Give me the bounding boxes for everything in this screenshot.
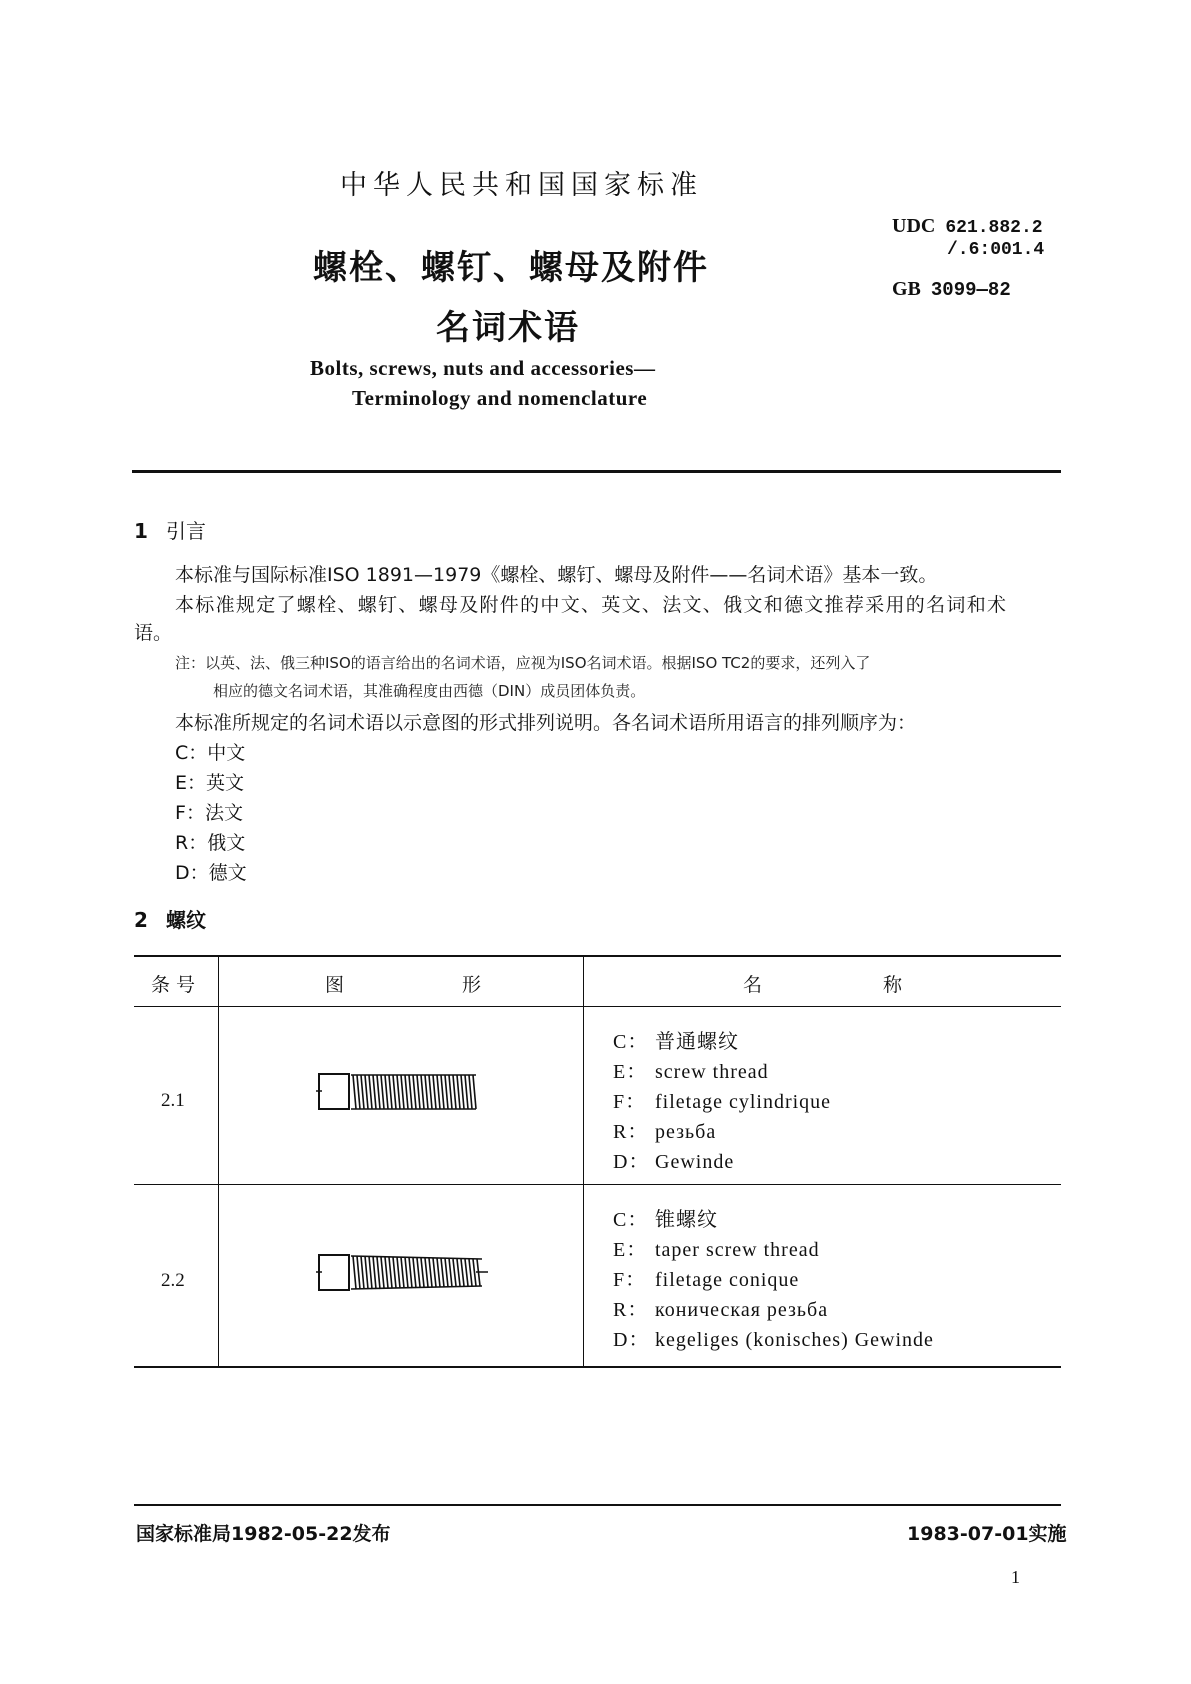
term-language-code: R： [613, 1121, 649, 1143]
col-header-name-b: 称 [883, 974, 903, 996]
term-text: резьба [655, 1121, 717, 1143]
section2-heading [134, 904, 206, 933]
term-name [613, 1055, 769, 1084]
udc-number-cont: /.6:001.4 [947, 240, 1045, 260]
term-language-code: C： [613, 1031, 649, 1053]
col-header-name-a: 名 [743, 974, 763, 996]
language-name: 中文 [207, 742, 246, 764]
term-language-code: D： [613, 1151, 650, 1173]
gb-number: 3099—82 [930, 279, 1011, 301]
language-item: F：法文 [175, 802, 243, 824]
udc-label: UDC [892, 215, 936, 237]
term-name [613, 1203, 718, 1232]
effective-date: 1983-07-01实施 [907, 1523, 1067, 1545]
udc-code [892, 215, 1043, 238]
term-text: 锥螺纹 [655, 1209, 718, 1231]
language-item: R：俄文 [175, 832, 246, 854]
term-text: filetage conique [655, 1269, 800, 1291]
term-name [613, 1145, 734, 1174]
section2-title: 螺纹 [166, 908, 206, 932]
section1-para1: 本标准与国际标准ISO 1891—1979《螺栓、螺钉、螺母及附件——名词术语》基本一致。 [175, 564, 938, 586]
term-language-code: F： [613, 1091, 647, 1113]
term-name [613, 1085, 831, 1114]
table-header-rule [134, 1006, 1061, 1007]
section2-number: 2 [134, 908, 148, 932]
row-number: 2.1 [161, 1090, 185, 1111]
term-name [613, 1025, 739, 1054]
term-text: коническая резьба [655, 1299, 829, 1321]
term-text: screw thread [655, 1061, 769, 1083]
title-en-line1: Bolts, screws, nuts and accessories— [310, 356, 656, 380]
language-code: R [175, 832, 189, 854]
taper-thread-icon [316, 1250, 490, 1296]
section1-heading [134, 515, 206, 544]
language-code: F [175, 802, 186, 824]
term-language-code: R： [613, 1299, 649, 1321]
term-name [613, 1233, 820, 1262]
term-name [613, 1115, 716, 1144]
page-number: 1 [1011, 1567, 1020, 1587]
section1-number: 1 [134, 519, 148, 543]
table-top-rule [134, 955, 1061, 957]
term-text: filetage cylindrique [655, 1091, 832, 1113]
language-name: 法文 [204, 802, 243, 824]
standard-name-text: 中华人民共和国国家标准 [340, 170, 703, 201]
section1-note-line1: 注：以英、法、俄三种ISO的语言给出的名词术语，应视为ISO名词术语。根据ISO TC2的要求，还列入了 [175, 654, 871, 672]
table-bottom-rule [134, 1366, 1061, 1368]
table-row-rule [134, 1184, 1061, 1185]
header-divider [132, 470, 1061, 473]
language-item: C：中文 [175, 742, 246, 764]
language-item: E：英文 [175, 772, 245, 794]
section1-para2-line2: 语。 [134, 622, 173, 644]
col-header-figure-b: 形 [462, 974, 482, 996]
term-name [613, 1323, 934, 1352]
issue-date: 国家标准局1982-05-22发布 [136, 1523, 391, 1545]
term-name [613, 1263, 799, 1292]
title-cn-line1: 螺栓、螺钉、螺母及附件 [313, 248, 709, 288]
term-text: taper screw thread [655, 1239, 820, 1261]
gb-label: GB [892, 278, 921, 300]
term-text: Gewinde [655, 1151, 735, 1173]
section1-note-line2: 相应的德文名词术语，其准确程度由西德（DIN）成员团体负责。 [213, 682, 646, 700]
term-language-code: E： [613, 1239, 648, 1261]
term-language-code: D： [613, 1329, 650, 1351]
footer-rule [134, 1504, 1061, 1506]
col-header-number: 条 号 [151, 974, 196, 996]
row-number: 2.2 [161, 1270, 185, 1291]
term-language-code: E： [613, 1061, 648, 1083]
language-code: D [175, 862, 190, 884]
section1-para2-line1: 本标准规定了螺栓、螺钉、螺母及附件的中文、英文、法文、俄文和德文推荐采用的名词和术 [175, 594, 1008, 616]
language-code: C [175, 742, 189, 764]
table-col-divider [583, 955, 584, 1367]
language-name: 德文 [208, 862, 247, 884]
col-header-figure-a: 图 [325, 974, 345, 996]
term-text: kegeliges (konisches) Gewinde [655, 1329, 934, 1351]
term-name [613, 1293, 828, 1322]
term-language-code: F： [613, 1269, 647, 1291]
language-code: E [175, 772, 188, 794]
section1-para3: 本标准所规定的名词术语以示意图的形式排列说明。各名词术语所用语言的排列顺序为： [175, 712, 917, 734]
language-name: 英文 [206, 772, 245, 794]
term-text: 普通螺纹 [655, 1031, 739, 1053]
language-item: D：德文 [175, 862, 247, 884]
title-cn-line2: 名词术语 [436, 308, 580, 348]
title-en-line2: Terminology and nomenclature [352, 386, 648, 410]
gb-code [892, 278, 1011, 301]
term-language-code: C： [613, 1209, 649, 1231]
cylindrical-thread-icon [316, 1068, 486, 1116]
section1-title: 引言 [166, 519, 206, 543]
table-col-divider [218, 955, 219, 1367]
udc-number: 621.882.2 [945, 218, 1043, 238]
language-name: 俄文 [207, 832, 246, 854]
